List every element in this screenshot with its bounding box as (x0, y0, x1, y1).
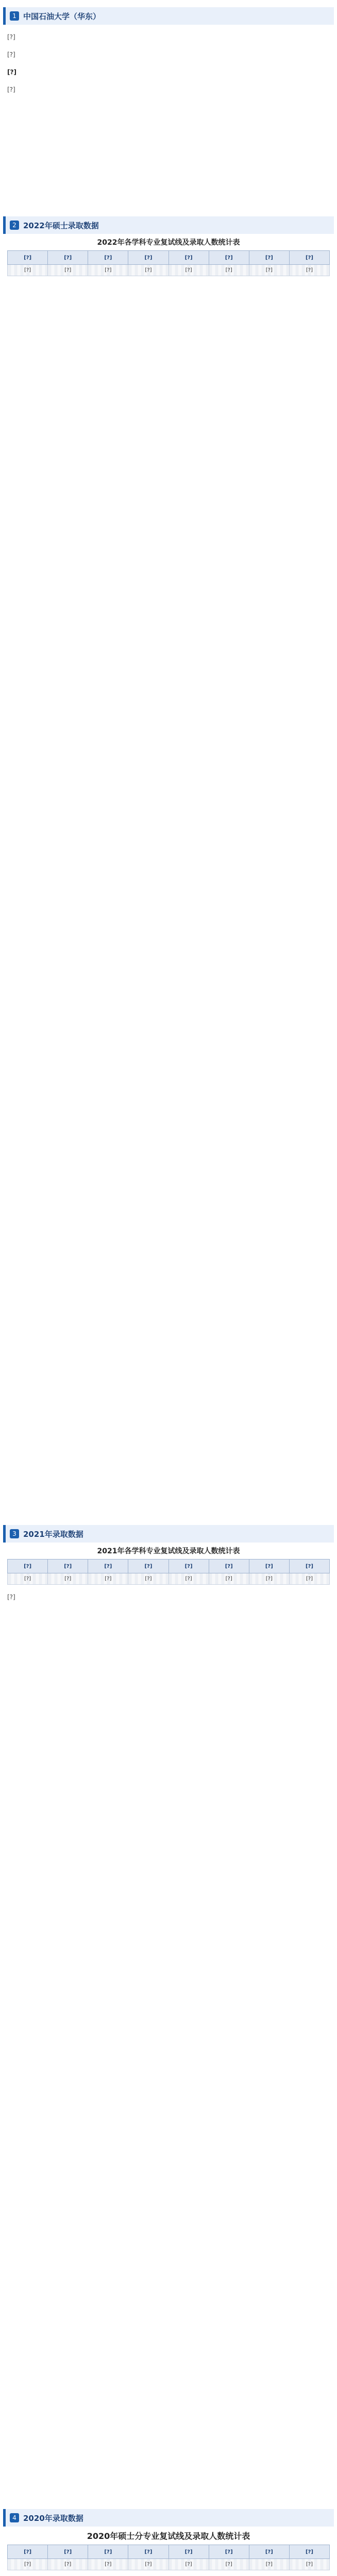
col-header: [?] (289, 1560, 329, 1573)
col-header: [?] (88, 1560, 128, 1573)
col-header: [?] (249, 1560, 289, 1573)
table-cell: [?] (48, 265, 88, 276)
col-header: [?] (128, 1560, 168, 1573)
col-header: [?] (168, 2545, 209, 2559)
table-cell: [?] (8, 1573, 48, 1585)
t2021-note: [?] (7, 1594, 15, 1601)
table-row (8, 2559, 330, 2570)
table-cell: [?] (128, 2559, 168, 2570)
table-cell: [?] (209, 265, 249, 276)
col-header: [?] (8, 2545, 48, 2559)
table-cell: [?] (128, 1573, 168, 1585)
col-header: [?] (8, 1560, 48, 1573)
col-header: [?] (128, 251, 168, 265)
table-cell: [?] (88, 2559, 128, 2570)
section-title: 2021年录取数据 (23, 1529, 83, 1539)
table-cell: [?] (168, 265, 209, 276)
col-header: [?] (168, 251, 209, 265)
t2020-header (3, 2509, 334, 2527)
t2020-table (7, 2545, 330, 2570)
t2020-body (8, 2559, 330, 2570)
col-header: [?] (209, 2545, 249, 2559)
col-header: [?] (249, 2545, 289, 2559)
col-header: [?] (289, 251, 329, 265)
section-title: 2020年录取数据 (23, 2513, 83, 2523)
col-header: [?] (88, 2545, 128, 2559)
section-number: 1 (10, 11, 19, 21)
t2022-body (8, 265, 330, 276)
table-cell: [?] (249, 2559, 289, 2570)
section-number: 4 (10, 2513, 19, 2522)
t2022-table-title: 2022年各学科专业复试线及录取人数统计表 (97, 239, 240, 247)
table-cell: [?] (209, 1573, 249, 1585)
t2021-section (0, 1525, 337, 1602)
table-row (8, 1573, 330, 1585)
intro-paragraph: [?] (7, 86, 15, 93)
intro-header (3, 7, 334, 25)
t2020-table-title: 2020年硕士分专业复试线及录取人数统计表 (87, 2531, 250, 2541)
col-header: [?] (209, 1560, 249, 1573)
t2021-table (7, 1559, 330, 1585)
intro-paragraph: [?] (7, 33, 15, 41)
table-cell: [?] (88, 1573, 128, 1585)
t2021-body (8, 1573, 330, 1585)
intro-paragraph: [?] (7, 51, 15, 58)
col-header: [?] (168, 1560, 209, 1573)
table-cell: [?] (48, 1573, 88, 1585)
col-header: [?] (88, 251, 128, 265)
table-cell: [?] (8, 265, 48, 276)
section-number: 2 (10, 221, 19, 230)
table-cell: [?] (128, 265, 168, 276)
t2022-header (3, 216, 334, 234)
intro-section (0, 7, 337, 95)
col-header: [?] (48, 1560, 88, 1573)
intro-paragraph: [?] (7, 69, 16, 76)
col-header: [?] (209, 251, 249, 265)
col-header: [?] (249, 251, 289, 265)
table-cell: [?] (209, 2559, 249, 2570)
t2020-section (0, 2509, 337, 2570)
col-header: [?] (48, 2545, 88, 2559)
table-cell: [?] (289, 2559, 329, 2570)
col-header: [?] (8, 251, 48, 265)
t2021-table-title: 2021年各学科专业复试线及录取人数统计表 (97, 1547, 240, 1555)
table-cell: [?] (249, 265, 289, 276)
table-cell: [?] (8, 2559, 48, 2570)
table-cell: [?] (168, 1573, 209, 1585)
table-cell: [?] (249, 1573, 289, 1585)
table-cell: [?] (88, 265, 128, 276)
table-cell: [?] (289, 265, 329, 276)
col-header: [?] (128, 2545, 168, 2559)
t2022-table (7, 250, 330, 276)
table-cell: [?] (168, 2559, 209, 2570)
t2021-header (3, 1525, 334, 1543)
section-title: 2022年硕士录取数据 (23, 221, 99, 230)
col-header: [?] (48, 251, 88, 265)
col-header: [?] (289, 2545, 329, 2559)
section-title: 中国石油大学（华东） (23, 11, 101, 21)
table-row (8, 265, 330, 276)
t2022-section (0, 216, 337, 276)
table-cell: [?] (289, 1573, 329, 1585)
table-cell: [?] (48, 2559, 88, 2570)
section-number: 3 (10, 1529, 19, 1538)
